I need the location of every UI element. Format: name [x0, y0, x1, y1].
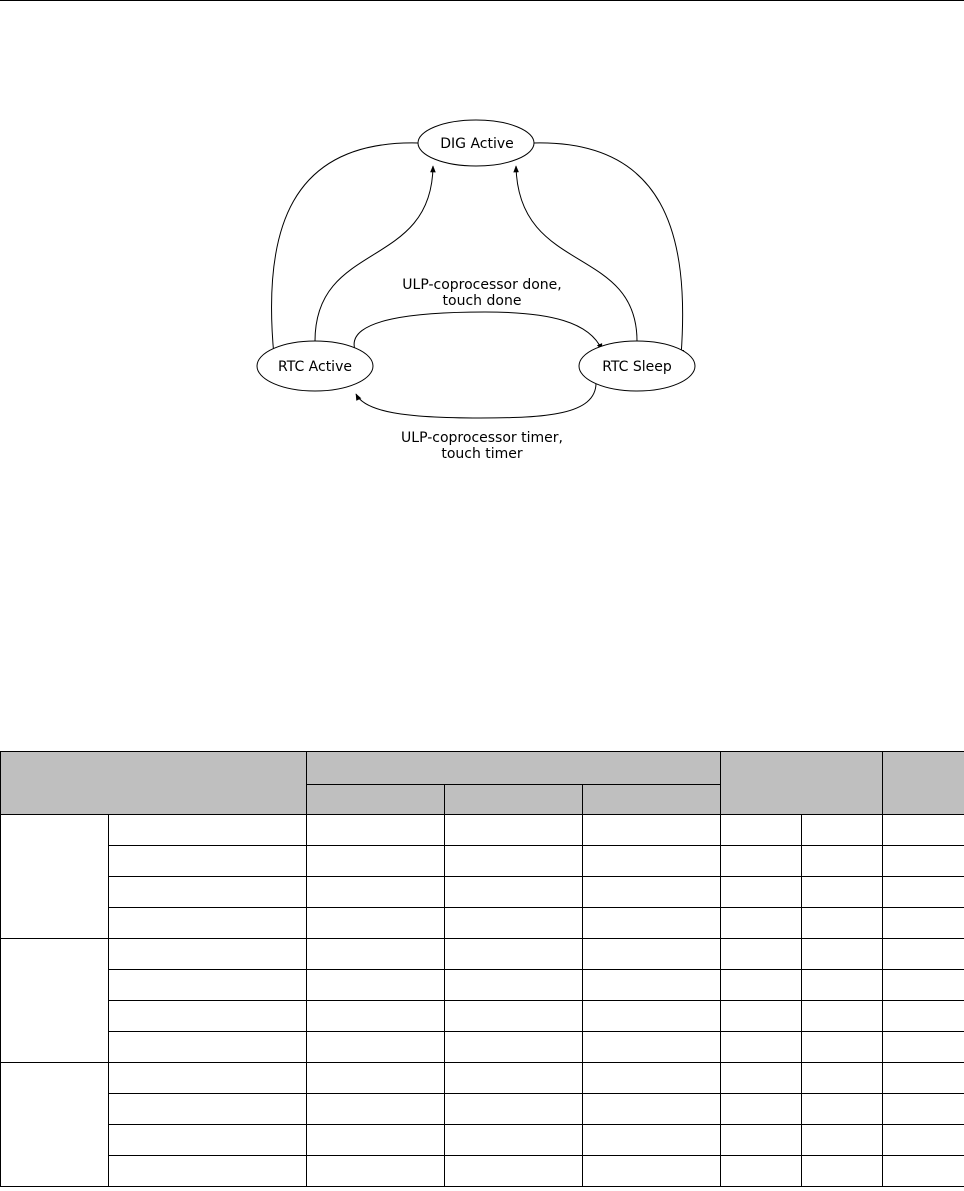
table-cell	[721, 970, 802, 1001]
table-cell	[307, 1032, 445, 1063]
table-cell	[445, 1094, 583, 1125]
table-cell	[583, 1063, 721, 1094]
table-cell	[802, 1063, 883, 1094]
table-cell	[109, 970, 307, 1001]
table-cell	[109, 1001, 307, 1032]
edge-label-timer-line1: ULP-coprocessor timer,	[401, 430, 563, 446]
edge-label-timer-line2: touch timer	[441, 446, 523, 462]
table-cell	[802, 970, 883, 1001]
table-cell	[883, 970, 964, 1001]
table-cell	[583, 908, 721, 939]
table-cell	[721, 1063, 802, 1094]
node-rtc-active	[257, 341, 373, 391]
table-cell	[307, 908, 445, 939]
header-cell	[307, 752, 721, 785]
table-cell	[109, 908, 307, 939]
edge-rtc-active-to-rtc-sleep	[354, 312, 602, 350]
table-row	[1, 908, 964, 939]
table-cell	[445, 1125, 583, 1156]
power-table	[0, 751, 964, 1187]
table-cell	[583, 939, 721, 970]
edge-dig-to-rtc-sleep	[534, 143, 683, 356]
table-row	[1, 1001, 964, 1032]
table-cell	[883, 1001, 964, 1032]
table-cell	[721, 1156, 802, 1187]
table-cell	[445, 908, 583, 939]
table-cell	[583, 1156, 721, 1187]
table-cell	[307, 1156, 445, 1187]
table-cell	[109, 815, 307, 846]
table-cell	[445, 1063, 583, 1094]
table-cell	[883, 1125, 964, 1156]
table-row	[1, 1156, 964, 1187]
table-cell	[802, 908, 883, 939]
table-cell	[883, 1063, 964, 1094]
table-cell	[802, 939, 883, 970]
table-cell	[109, 877, 307, 908]
table-cell	[109, 1125, 307, 1156]
table-cell	[883, 877, 964, 908]
edge-label-done-line1: ULP-coprocessor done,	[402, 277, 562, 293]
table-cell	[721, 815, 802, 846]
edge-rtc-sleep-to-rtc-active	[356, 383, 596, 418]
edge-rtc-active-to-dig	[315, 166, 433, 341]
table-row	[1, 815, 964, 846]
table-cell	[583, 1001, 721, 1032]
table-cell	[109, 1032, 307, 1063]
table-cell	[583, 970, 721, 1001]
table-row	[1, 970, 964, 1001]
table-cell	[307, 1125, 445, 1156]
node-rtc-sleep-label: RTC Sleep	[602, 359, 672, 375]
subheader-cell	[445, 785, 583, 815]
table-cell	[307, 815, 445, 846]
header-cell	[883, 752, 964, 815]
table-cell	[109, 1156, 307, 1187]
table-cell	[721, 846, 802, 877]
table-row	[1, 1125, 964, 1156]
table-header-row	[1, 752, 964, 785]
table-cell	[883, 1032, 964, 1063]
table-cell	[802, 846, 883, 877]
table-row	[1, 1063, 964, 1094]
table-row	[1, 1094, 964, 1125]
table-cell	[307, 1001, 445, 1032]
table-cell	[445, 1001, 583, 1032]
table-cell	[802, 1125, 883, 1156]
node-rtc-sleep	[579, 341, 695, 391]
table-cell	[445, 970, 583, 1001]
table-row	[1, 846, 964, 877]
node-dig-active-label: DIG Active	[440, 136, 514, 152]
header-cell	[721, 752, 883, 815]
table-cell	[583, 846, 721, 877]
table-cell	[883, 1094, 964, 1125]
table-cell	[445, 939, 583, 970]
table-cell	[445, 1032, 583, 1063]
table-cell	[883, 908, 964, 939]
table-cell	[307, 846, 445, 877]
table-cell	[307, 1063, 445, 1094]
table-cell	[583, 1094, 721, 1125]
table-cell	[721, 1032, 802, 1063]
node-rtc-active-label: RTC Active	[278, 359, 352, 375]
table-cell	[721, 908, 802, 939]
table-row	[1, 877, 964, 908]
subheader-cell	[307, 785, 445, 815]
table-row	[1, 939, 964, 970]
group-cell	[1, 1063, 109, 1187]
table-cell	[883, 846, 964, 877]
table-cell	[721, 1094, 802, 1125]
group-cell	[1, 815, 109, 939]
table-cell	[883, 939, 964, 970]
table-cell	[445, 1156, 583, 1187]
table-cell	[109, 939, 307, 970]
table-cell	[802, 1032, 883, 1063]
table-cell	[307, 1094, 445, 1125]
table-cell	[721, 939, 802, 970]
table-cell	[802, 815, 883, 846]
table-cell	[109, 846, 307, 877]
table-cell	[583, 1125, 721, 1156]
table-cell	[583, 877, 721, 908]
edge-dig-to-rtc-active	[271, 143, 418, 356]
table-cell	[307, 970, 445, 1001]
state-diagram	[0, 0, 964, 520]
subheader-cell	[583, 785, 721, 815]
edge-label-done-line2: touch done	[442, 293, 522, 309]
table-cell	[583, 815, 721, 846]
table-cell	[307, 939, 445, 970]
header-cell	[1, 752, 307, 815]
table-cell	[721, 877, 802, 908]
table-row	[1, 1032, 964, 1063]
group-cell	[1, 939, 109, 1063]
table-cell	[802, 1094, 883, 1125]
table-cell	[583, 1032, 721, 1063]
table-cell	[721, 1001, 802, 1032]
table-cell	[802, 1001, 883, 1032]
table-cell	[307, 877, 445, 908]
table-cell	[109, 1094, 307, 1125]
table-cell	[802, 1156, 883, 1187]
node-dig-active	[418, 120, 534, 166]
table-cell	[109, 1063, 307, 1094]
table-cell	[721, 1125, 802, 1156]
table-cell	[445, 815, 583, 846]
table-cell	[883, 815, 964, 846]
table-cell	[445, 877, 583, 908]
table-cell	[802, 877, 883, 908]
table-cell	[445, 846, 583, 877]
table-cell	[883, 1156, 964, 1187]
